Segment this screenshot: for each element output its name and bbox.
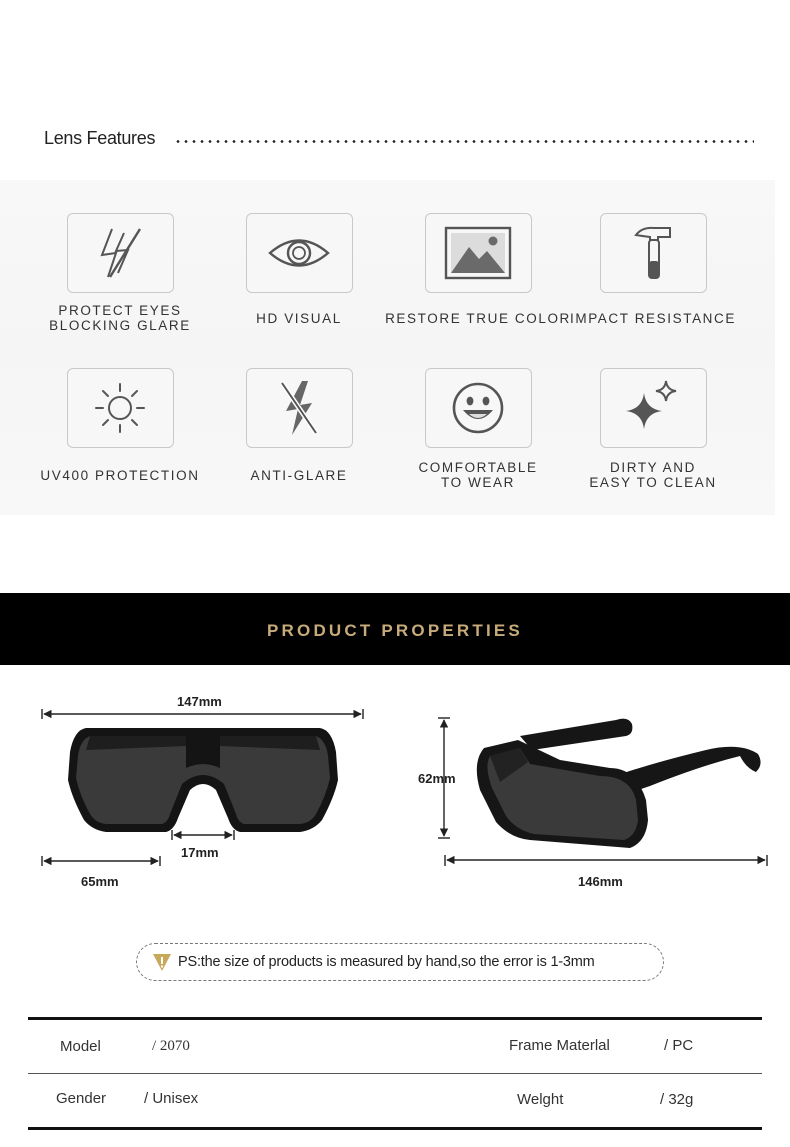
feature-label xyxy=(204,468,394,483)
spec-material-label: Frame Materlal xyxy=(509,1037,610,1054)
feature-label xyxy=(204,311,394,326)
feature-label xyxy=(383,311,573,326)
feature-label-line: EASY TO CLEAN xyxy=(589,475,717,490)
features-panel xyxy=(0,180,775,515)
spec-weight-value: / 32g xyxy=(660,1091,694,1108)
specs-table xyxy=(28,1017,762,1131)
feature-label-line: PROTECT EYES xyxy=(58,303,182,318)
feature-easy-clean xyxy=(558,368,748,490)
feature-comfortable xyxy=(383,368,573,490)
note-text: PS:the size of products is measured by hand,so the error is 1-3mm xyxy=(178,954,595,970)
feature-label-line: TO WEAR xyxy=(441,475,515,490)
feature-label xyxy=(383,460,573,490)
feature-label xyxy=(25,468,215,483)
feature-label-line: COMFORTABLE xyxy=(418,460,538,475)
dimension-bridge: 17mm xyxy=(181,845,219,860)
dimension-lines xyxy=(0,690,790,900)
feature-true-color xyxy=(383,213,573,326)
feature-icon-box xyxy=(600,213,707,293)
dimension-lens-width: 65mm xyxy=(81,874,119,889)
feature-icon-box xyxy=(67,213,174,293)
smiley-icon xyxy=(450,380,506,436)
feature-label-line: BLOCKING GLARE xyxy=(49,318,191,333)
feature-impact-resistance xyxy=(558,213,748,326)
front-view-sunglasses xyxy=(68,728,338,832)
feature-label-line: ANTI-GLARE xyxy=(250,468,348,483)
feature-icon-box xyxy=(600,368,707,448)
spec-weight-label: Welght xyxy=(517,1091,564,1108)
spec-gender-value: / Unisex xyxy=(144,1090,199,1107)
warning-icon xyxy=(151,951,173,973)
dotted-divider xyxy=(174,140,754,143)
spec-material-value: / PC xyxy=(664,1037,694,1054)
feature-label-line: DIRTY AND xyxy=(610,460,696,475)
side-view-sunglasses xyxy=(477,719,761,848)
lightning-icon xyxy=(90,223,150,283)
feature-label-line: IMPACT RESISTANCE xyxy=(570,311,736,326)
banner-title: PRODUCT PROPERTIES xyxy=(267,621,523,640)
feature-label xyxy=(558,311,748,326)
feature-icon-box xyxy=(246,368,353,448)
feature-label xyxy=(558,460,748,490)
feature-icon-box xyxy=(425,368,532,448)
feature-anti-glare xyxy=(204,368,394,483)
dimension-front-width: 147mm xyxy=(177,694,222,709)
table-bottom-border xyxy=(28,1127,762,1130)
feature-hd-visual xyxy=(204,213,394,326)
lens-features-header xyxy=(44,126,756,152)
hammer-icon xyxy=(628,223,678,283)
product-properties-banner xyxy=(0,593,790,665)
sparkle-icon xyxy=(622,377,684,439)
feature-protect-eyes xyxy=(25,213,215,333)
table-row-divider xyxy=(28,1073,762,1074)
measurement-note xyxy=(136,943,664,981)
crossed-lightning-icon xyxy=(274,377,324,439)
eye-icon xyxy=(266,228,332,278)
feature-icon-box xyxy=(425,213,532,293)
spec-gender-label: Gender xyxy=(56,1090,107,1107)
sun-icon xyxy=(92,380,148,436)
lens-features-title: Lens Features xyxy=(44,128,156,148)
table-top-border xyxy=(28,1017,762,1020)
dimension-diagrams xyxy=(0,690,790,900)
dimension-height: 62mm xyxy=(418,771,456,786)
feature-label-line: RESTORE TRUE COLOR xyxy=(385,311,571,326)
feature-label xyxy=(25,303,215,333)
feature-label-line: UV400 PROTECTION xyxy=(40,468,200,483)
feature-icon-box xyxy=(246,213,353,293)
dimension-temple-length: 146mm xyxy=(578,874,623,889)
image-icon xyxy=(443,225,513,281)
feature-label-line: HD VISUAL xyxy=(256,311,342,326)
feature-uv400 xyxy=(25,368,215,483)
spec-model-value: / 2070 xyxy=(152,1038,190,1054)
spec-model-label: Model xyxy=(60,1038,101,1055)
feature-icon-box xyxy=(67,368,174,448)
